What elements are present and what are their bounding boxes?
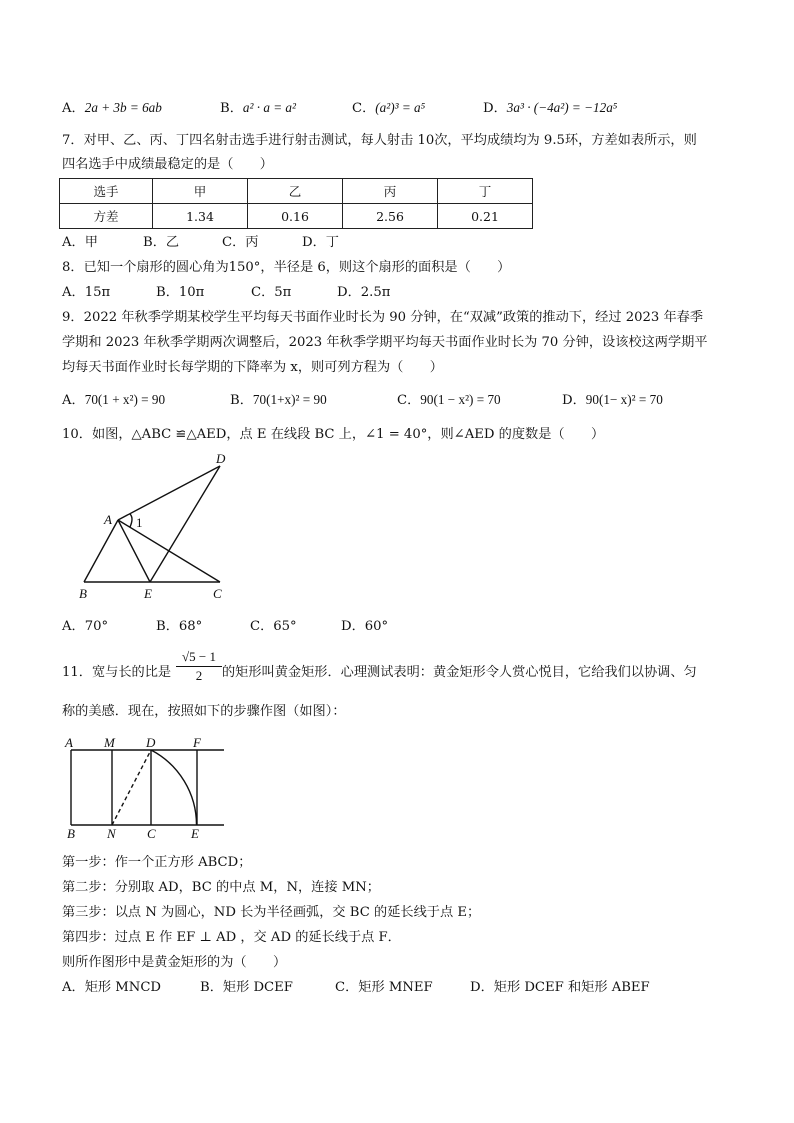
segment-ad — [118, 466, 220, 520]
q6-option-c: C．(a²)³ = a⁵ — [352, 100, 426, 116]
q11-stem-suffix: 的矩形叫黄金矩形．心理测试表明：黄金矩形令人赏心悦目，它给我们以协调、匀 — [222, 665, 697, 680]
label-e: E — [144, 586, 152, 601]
table-cell: 方差 — [60, 204, 153, 229]
q9-option-a: A．70(1 + x²) = 90 — [62, 392, 166, 408]
q6-option-d: D．3a³ · (−4a²) = −12a⁵ — [483, 100, 618, 116]
label-a: A — [104, 512, 112, 527]
q9-option-d: D．90(1− x)² = 70 — [562, 392, 663, 408]
q11-stem-prefix: 11．宽与长的比是 — [62, 665, 172, 680]
label-m: M — [104, 735, 115, 750]
label-n: N — [107, 826, 116, 841]
fraction-numerator: √5 − 1 — [176, 648, 222, 667]
table-cell: 2.56 — [343, 204, 438, 229]
segment-ab — [84, 520, 118, 582]
q8-option-c: C．5π — [251, 285, 292, 300]
label-c: C — [147, 826, 156, 841]
q8-option-d: D．2.5π — [337, 285, 391, 300]
q10-option-a: A．70° — [62, 619, 109, 634]
q11-step-2: 第二步：分别取 AD，BC 的中点 M，N，连接 MN； — [62, 880, 380, 895]
golden-ratio-fraction — [176, 648, 222, 685]
q8-option-b: B．10π — [156, 285, 205, 300]
q10-option-d: D．60° — [341, 619, 389, 634]
q9-stem-line1: 9．2022 年秋季学期某校学生平均每天书面作业时长为 90 分钟，在“双减”政策的推动下，经过 2023 年春季 — [62, 310, 704, 325]
q11-step-4: 第四步：过点 E 作 EF ⊥ AD ，交 AD 的延长线于点 F． — [62, 930, 401, 945]
q9-option-c: C．90(1 − x²) = 70 — [397, 392, 501, 408]
q7-option-c: C．丙 — [222, 235, 259, 250]
table-cell: 1.34 — [153, 204, 248, 229]
q9-stem-line2: 学期和 2023 年秋季学期两次调整后，2023 年秋季学期平均每天书面作业时长为 70 分钟，设该校这两学期平 — [62, 335, 708, 350]
q7-option-b: B．乙 — [143, 235, 180, 250]
q11-option-b: B．矩形 DCEF — [200, 980, 293, 995]
q8-option-a: A．15π — [62, 285, 111, 300]
arc-de — [151, 750, 197, 825]
q7-option-a: A．甲 — [62, 235, 98, 250]
table-header: 选手 — [60, 179, 153, 204]
label-b: B — [79, 586, 87, 601]
segment-nd-dashed — [112, 750, 151, 825]
variance-table — [59, 178, 533, 229]
q11-step-3: 第三步：以点 N 为圆心，ND 长为半径画弧，交 BC 的延长线于点 E； — [62, 905, 481, 920]
q11-stem-line2: 称的美感．现在，按照如下的步骤作图（如图）： — [62, 704, 346, 719]
q11-golden-rectangle-figure — [62, 734, 232, 842]
q10-option-c: C．65° — [250, 619, 297, 634]
segment-de — [150, 466, 220, 582]
label-d: D — [216, 452, 226, 466]
q7-stem-line2: 四名选手中成绩最稳定的是（ ） — [62, 157, 273, 172]
q11-option-a: A．矩形 MNCD — [62, 980, 161, 995]
table-cell: 0.16 — [248, 204, 343, 229]
angle-1-arc — [130, 514, 132, 527]
q10-option-b: B．68° — [156, 619, 203, 634]
label-d: D — [146, 735, 156, 750]
q6-option-a: A．2a + 3b = 6ab — [62, 100, 162, 116]
q9-option-b: B．70(1+x)² = 90 — [230, 392, 327, 408]
table-row — [60, 204, 533, 229]
q8-stem: 8．已知一个扇形的圆心角为150°，半径是 6，则这个扇形的面积是（ ） — [62, 260, 511, 275]
q11-step-1: 第一步：作一个正方形 ABCD； — [62, 855, 252, 870]
q10-stem: 10．如图，△ABC ≌△AED，点 E 在线段 BC 上，∠1 = 40°，则∠AED 的度数是（ ） — [62, 427, 605, 442]
table-header: 乙 — [248, 179, 343, 204]
label-a: A — [65, 735, 73, 750]
q6-option-b: B．a² · a = a² — [220, 100, 296, 116]
label-e: E — [191, 826, 199, 841]
q9-stem-line3: 均每天书面作业时长每学期的下降率为 x，则可列方程为（ ） — [62, 360, 443, 375]
q10-triangle-figure — [70, 452, 240, 602]
table-row — [60, 179, 533, 204]
fraction-denominator: 2 — [195, 668, 203, 683]
table-header: 丁 — [438, 179, 533, 204]
label-angle-1: 1 — [136, 515, 143, 530]
q7-stem-line1: 7．对甲、乙、丙、丁四名射击选手进行射击测试，每人射击 10次，平均成绩均为 9.5环，方差如表所示，则 — [62, 133, 697, 148]
q11-option-c: C．矩形 MNEF — [335, 980, 433, 995]
table-cell: 0.21 — [438, 204, 533, 229]
q7-option-d: D．丁 — [302, 235, 339, 250]
label-c: C — [213, 586, 222, 601]
q11-option-d: D．矩形 DCEF 和矩形 ABEF — [470, 980, 650, 995]
q11-question: 则所作图形中是黄金矩形的为（ ） — [62, 955, 287, 970]
label-f: F — [193, 735, 201, 750]
table-header: 甲 — [153, 179, 248, 204]
table-header: 丙 — [343, 179, 438, 204]
label-b: B — [67, 826, 75, 841]
